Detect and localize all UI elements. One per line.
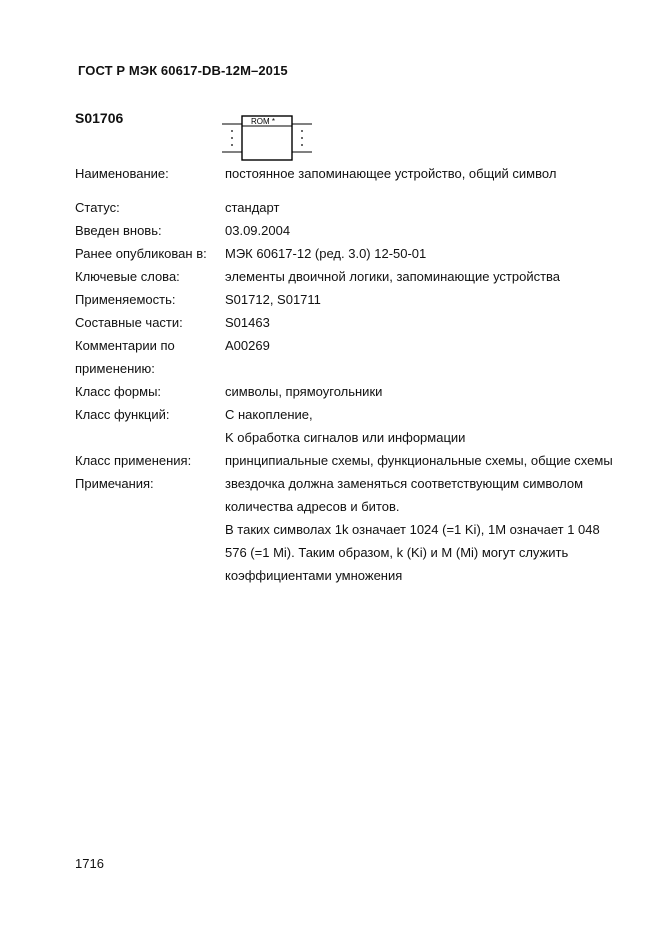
field-value: постоянное запоминающее устройство, общий символ <box>225 166 557 181</box>
symbol-box-label: ROM * <box>251 117 275 126</box>
field-row-form-class <box>75 380 615 403</box>
rom-symbol-diagram <box>222 114 314 162</box>
field-value: элементы двоичной логики, запоминающие устройства <box>225 269 561 284</box>
field-row-function-class <box>75 403 615 449</box>
field-values-application-comments <box>225 334 615 357</box>
field-values-parts <box>225 311 615 334</box>
field-values-function-class <box>225 403 615 449</box>
field-value: A00269 <box>225 338 270 353</box>
field-label-function-class: Класс функций: <box>75 407 170 422</box>
field-values-keywords <box>225 265 615 288</box>
field-values-notes <box>225 472 615 587</box>
field-values-applicability <box>225 288 615 311</box>
field-row-application-class <box>75 449 615 472</box>
field-values-introduced <box>225 219 615 242</box>
field-value: МЭК 60617-12 (ред. 3.0) 12-50-01 <box>225 246 427 261</box>
field-row-name <box>75 162 615 185</box>
field-row-keywords <box>75 265 615 288</box>
field-row-status <box>75 196 615 219</box>
field-label-parts: Составные части: <box>75 315 183 330</box>
document-header: ГОСТ Р МЭК 60617-DB-12M–2015 <box>78 63 288 78</box>
field-value: символы, прямоугольники <box>225 384 383 399</box>
symbol-code: S01706 <box>75 110 124 126</box>
field-values-previously-published <box>225 242 615 265</box>
field-value: S01712, S01711 <box>225 292 321 307</box>
field-label-keywords: Ключевые слова: <box>75 269 180 284</box>
field-row-notes <box>75 472 615 587</box>
field-row-introduced <box>75 219 615 242</box>
field-label-previously-published: Ранее опубликован в: <box>75 246 207 261</box>
field-value: C накопление, <box>225 407 313 422</box>
field-value: принципиальные схемы, функциональные схемы, общие схемы <box>225 453 613 468</box>
output-dots <box>301 130 303 146</box>
field-label-application-comments: Комментарии по применению: <box>75 338 175 376</box>
field-values-status <box>225 196 615 219</box>
field-label-status: Статус: <box>75 200 120 215</box>
field-list <box>75 162 615 587</box>
field-values-name <box>225 162 615 185</box>
field-value: стандарт <box>225 200 280 215</box>
field-label-application-class: Класс применения: <box>75 453 192 468</box>
input-dots <box>231 130 233 146</box>
field-value: звездочка должна заменяться соответствующим символом количества адресов и битов. <box>225 476 584 514</box>
field-label-introduced: Введен вновь: <box>75 223 162 238</box>
field-label-applicability: Применяемость: <box>75 292 176 307</box>
field-row-application-comments <box>75 334 615 380</box>
field-value: 03.09.2004 <box>225 223 291 238</box>
field-value: K обработка сигналов или информации <box>225 430 466 445</box>
field-values-application-class <box>225 449 615 472</box>
field-row-parts <box>75 311 615 334</box>
field-row-previously-published <box>75 242 615 265</box>
field-values-form-class <box>225 380 615 403</box>
field-row-applicability <box>75 288 615 311</box>
field-label-form-class: Класс формы: <box>75 384 162 399</box>
field-value: В таких символах 1k означает 1024 (=1 Ki), 1M означает 1 048 576 (=1 Mi). Таким образом, k (Ki) и M (Mi) могут служить коэффициентами умножения <box>225 522 600 583</box>
field-label-notes: Примечания: <box>75 476 154 491</box>
field-value: S01463 <box>225 315 270 330</box>
field-label-name: Наименование: <box>75 166 169 181</box>
page-number: 1716 <box>75 856 104 871</box>
